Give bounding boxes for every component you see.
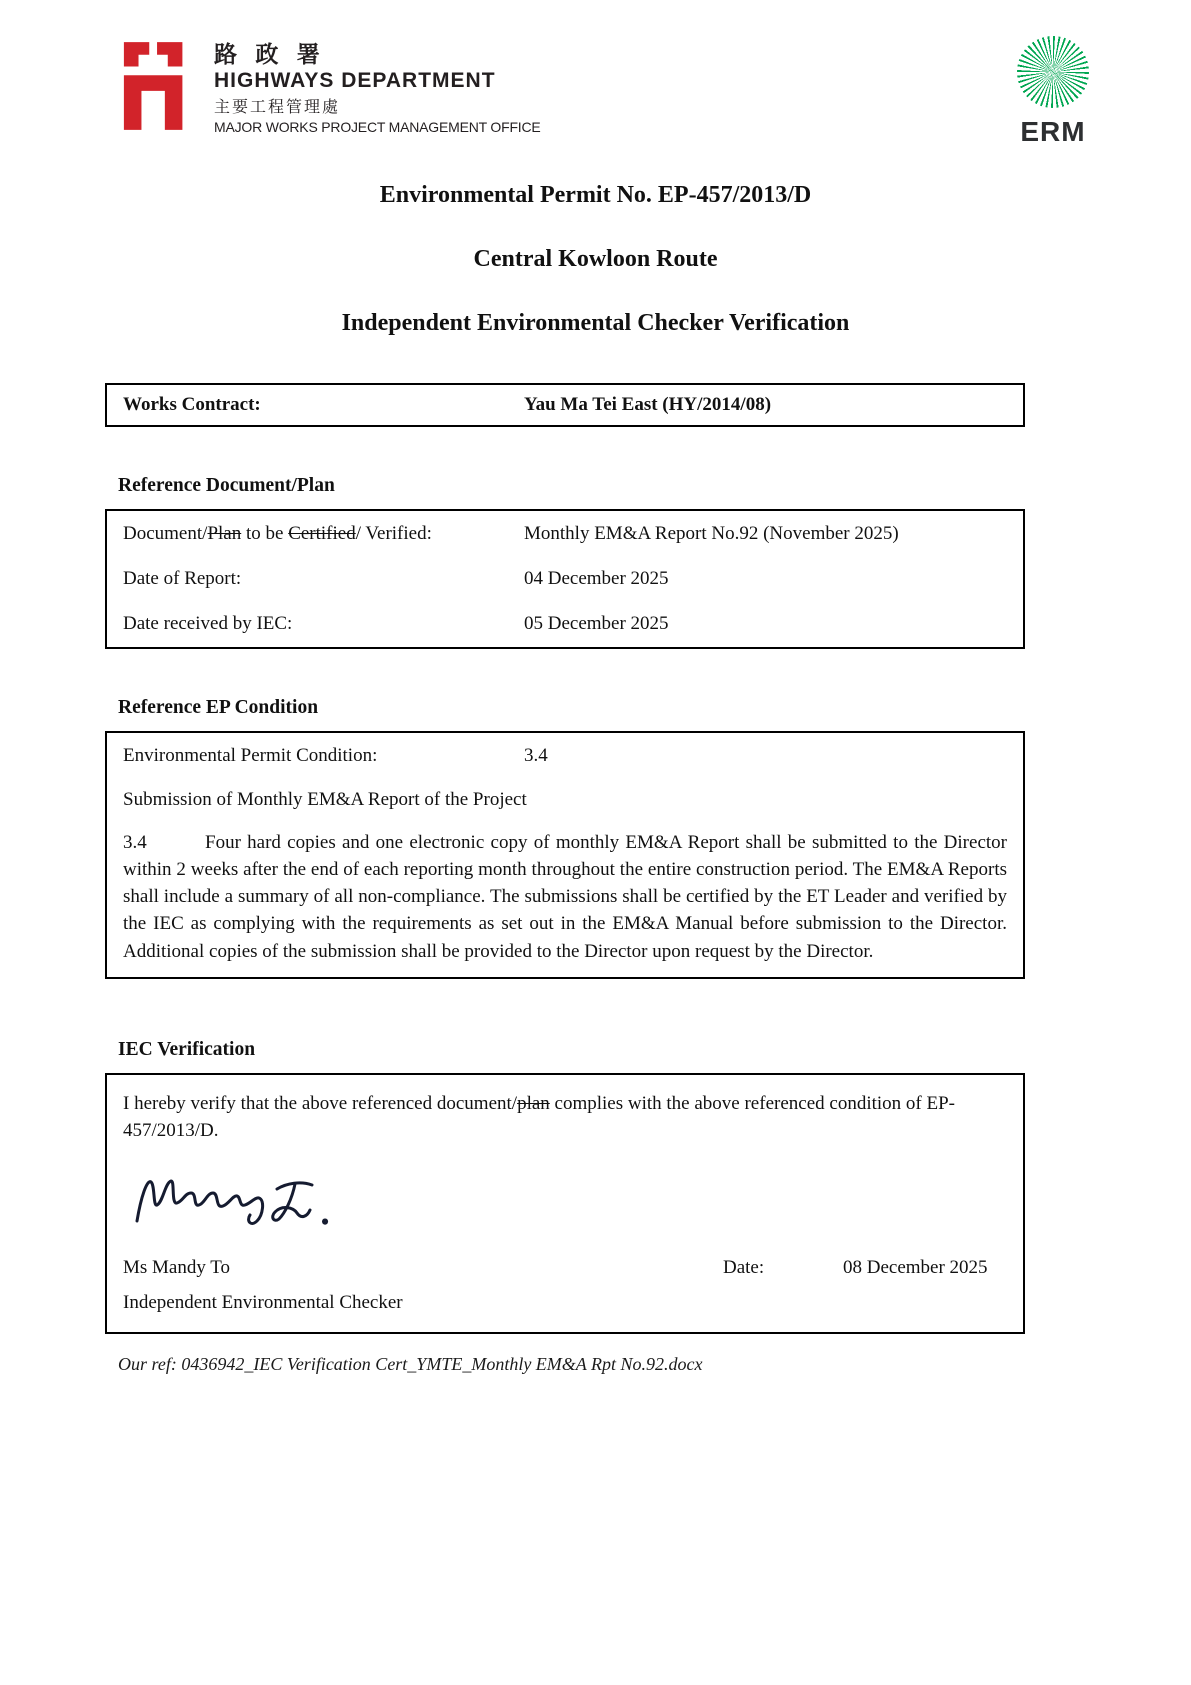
date-of-report-row: [123, 568, 1007, 590]
hyd-chinese-name: 路 政 署: [214, 41, 326, 67]
reference-ep-heading: Reference EP Condition: [118, 697, 319, 718]
hyd-english-office: MAJOR WORKS PROJECT MANAGEMENT OFFICE: [214, 119, 541, 136]
ep-clause-text: Four hard copies and one electronic copy of monthly EM&A Report shall be submitted to the Director within 2 weeks after the end of each reporting month throughout the entire construction period. The EM&A Reports shall include a summary of all non-compliance. The submissions shall be certified by the ET Leader and verified by the IEC as complying with the requirements as set out in the EM&A Manual before submission to the Director. Additional copies of the submission shall be provided to the Director upon request by the Director.: [123, 832, 1007, 962]
document-verified-row: [123, 523, 1007, 545]
struck-word-plan: Plan: [207, 523, 242, 544]
date-received-row: [123, 613, 1007, 635]
signer-title: Independent Environmental Checker: [123, 1291, 403, 1313]
document-titles: [0, 182, 1191, 337]
reference-document-box: [105, 509, 1025, 649]
iec-statement: [123, 1090, 1003, 1145]
title-document-type: Independent Environmental Checker Verification: [341, 310, 850, 336]
highways-department-logo-icon: [120, 40, 198, 135]
our-ref-line: Our ref: 0436942_IEC Verification Cert_YMTE_Monthly EM&A Rpt No.92.docx: [118, 1353, 703, 1374]
document-verified-label: [123, 523, 524, 545]
hyd-chinese-office: 主要工程管理處: [214, 99, 341, 117]
ep-condition-value: 3.4: [524, 745, 548, 766]
signer-name: Ms Mandy To: [123, 1256, 231, 1278]
title-project-name: Central Kowloon Route: [473, 246, 718, 272]
erm-brand: [1007, 36, 1099, 148]
sign-date-value: 08 December 2025: [843, 1256, 988, 1278]
signature-image: [131, 1163, 1007, 1233]
label-part: Document/: [123, 523, 208, 544]
label-part: / Verified:: [355, 523, 432, 544]
title-permit-number: Environmental Permit No. EP-457/2013/D: [379, 182, 812, 208]
sign-date-label: Date:: [723, 1256, 765, 1278]
statement-part: I hereby verify that the above referenced document/: [123, 1092, 518, 1114]
ep-clause-number: 3.4: [123, 832, 147, 853]
label-part: to be: [241, 523, 289, 544]
works-contract-row: [123, 394, 1007, 416]
works-contract-box: [105, 383, 1025, 427]
highways-department-brand: [120, 40, 541, 135]
highways-department-text: [214, 40, 541, 135]
struck-word-plan: plan: [517, 1092, 550, 1114]
iec-verification-box: [105, 1073, 1025, 1334]
hyd-english-name: HIGHWAYS DEPARTMENT: [214, 69, 496, 93]
statement-part: complies with the above referenced condition of EP-457/2013/D.: [123, 1092, 955, 1142]
date-received-label: Date received by IEC:: [123, 613, 293, 634]
ep-condition-row: [123, 745, 1007, 767]
erm-logo-label: ERM: [1020, 116, 1086, 147]
works-contract-label: Works Contract:: [123, 394, 261, 415]
ep-subheading: Submission of Monthly EM&A Report of the Project: [123, 789, 527, 810]
erm-logo-icon: [1017, 36, 1089, 108]
date-received-value: 05 December 2025: [524, 613, 669, 634]
document-verified-value: Monthly EM&A Report No.92 (November 2025): [524, 523, 899, 544]
ep-condition-label: Environmental Permit Condition:: [123, 745, 378, 766]
signer-row: [123, 1257, 1007, 1283]
ep-clause-paragraph: [123, 829, 1007, 965]
iec-verification-heading: IEC Verification: [118, 1038, 256, 1060]
reference-ep-box: [105, 731, 1025, 979]
reference-document-heading: Reference Document/Plan: [118, 475, 335, 496]
date-of-report-value: 04 December 2025: [524, 568, 669, 589]
works-contract-value: Yau Ma Tei East (HY/2014/08): [524, 394, 772, 415]
date-of-report-label: Date of Report:: [123, 568, 242, 589]
struck-word-certified: Certified: [288, 523, 356, 544]
header: [120, 40, 1099, 148]
